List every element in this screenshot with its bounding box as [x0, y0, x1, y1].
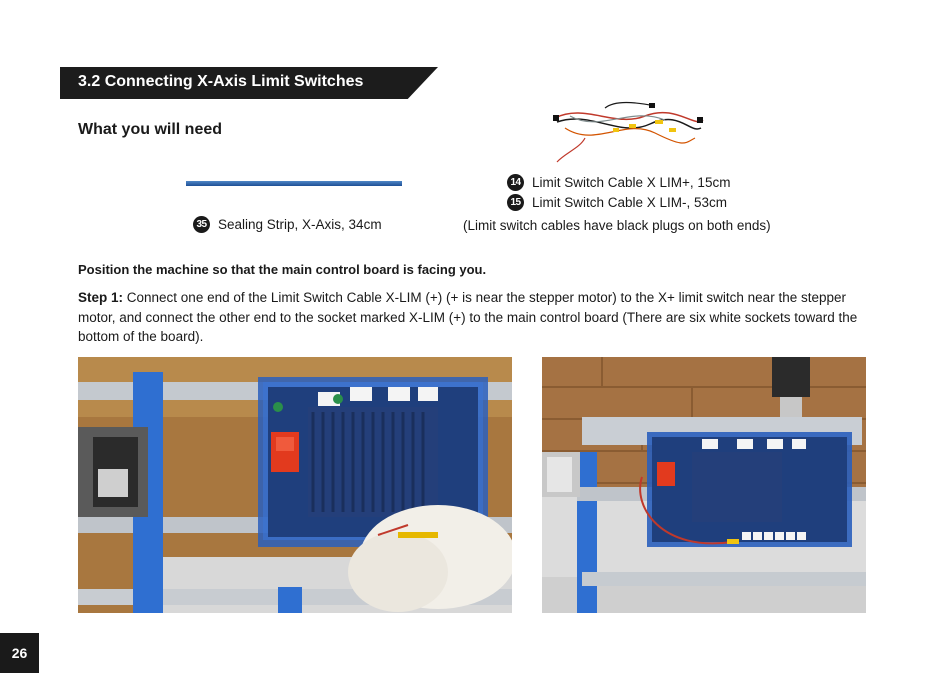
part-label: Limit Switch Cable X LIM+, 15cm — [532, 175, 731, 190]
part-label: Limit Switch Cable X LIM-, 53cm — [532, 195, 728, 210]
part-number-badge: 35 — [193, 216, 210, 233]
page-number: 26 — [0, 633, 39, 673]
sealing-strip-image — [186, 181, 402, 186]
what-you-need-heading: What you will need — [78, 121, 223, 138]
part-number-badge: 14 — [507, 174, 524, 191]
step-1-text — [78, 288, 868, 347]
photo-machine-overview — [542, 357, 866, 613]
section-title: 3.2 Connecting X-Axis Limit Switches — [78, 73, 364, 90]
cable-note: (Limit switch cables have black plugs on both ends) — [463, 218, 771, 233]
part-35 — [193, 216, 382, 233]
limit-switch-cables-image — [545, 98, 707, 166]
part-label: Sealing Strip, X-Axis, 34cm — [218, 217, 382, 232]
step-label: Step 1: — [78, 290, 124, 305]
step-body: Connect one end of the Limit Switch Cable X-LIM (+) (+ is near the stepper motor) to the X+ limit switch near the stepper motor, and connect the other end to the socket marked X-LIM (+) to the main control board (There are six white sockets toward the bottom of the board). — [78, 290, 858, 344]
instruction-heading: Position the machine so that the main control board is facing you. — [78, 262, 487, 277]
part-number-badge: 15 — [507, 194, 524, 211]
photo-board-closeup — [78, 357, 512, 613]
part-14 — [507, 174, 730, 191]
part-15 — [507, 194, 727, 211]
